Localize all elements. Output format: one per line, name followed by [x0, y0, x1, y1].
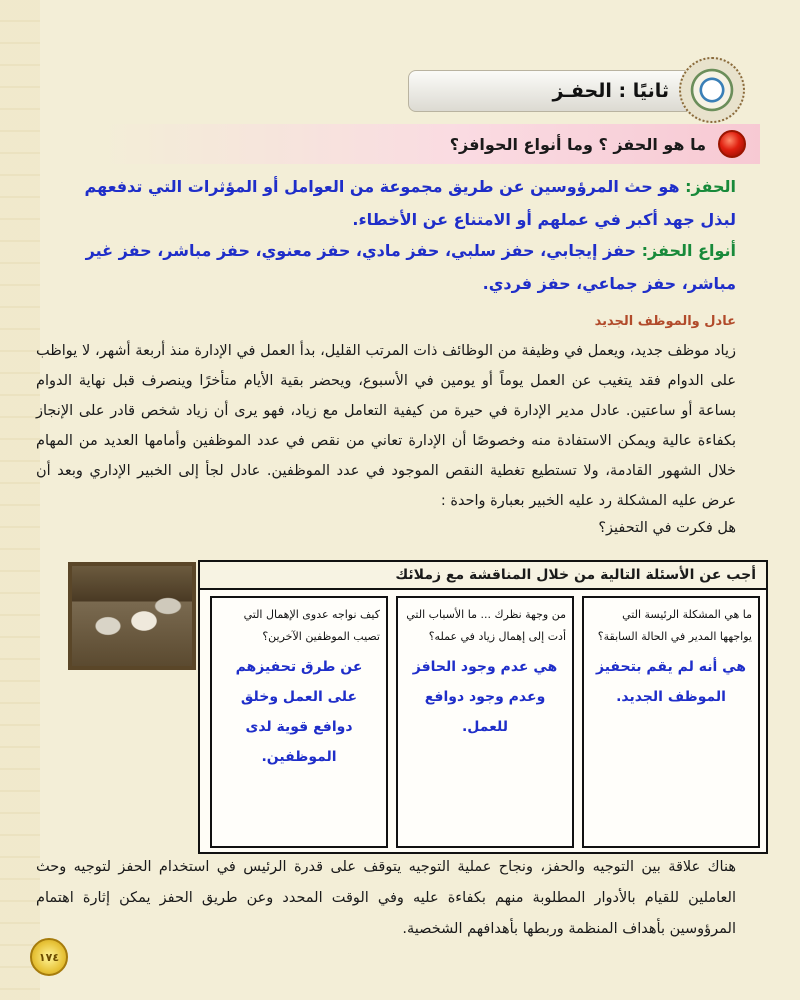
- types-label: أنواع الحفز:: [641, 241, 736, 260]
- definition-paragraph: [56, 170, 736, 236]
- section-title: ثانيًا : الحفـز: [552, 80, 669, 102]
- activity-answer: هي أنه لم يقم بتحفيز الموظف الجديد.: [595, 659, 747, 705]
- case-question: هل فكرت في التحفيز؟: [598, 520, 736, 536]
- red-bullet-icon: [718, 130, 746, 158]
- types-paragraph: [56, 234, 736, 300]
- activity-answer: عن طرق تحفيزهم على العمل وخلق دوافع قوية لدى الموظفين.: [235, 659, 363, 765]
- closing-paragraph: هناك علاقة بين التوجيه والحفز، ونجاح عملية التوجيه يتوقف على قدرة الرئيس في استخدام الحفز لتوجيه وحث العاملين للقيام بالأدوار المطلوبة منهم بكفاءة عليه وفي الوقت المحدد وعن طريق الحفز يمكن إثارة اهتمام المرؤوسين بأهداف المنظمة وربطها بأهدافهم الشخصية.: [36, 859, 736, 937]
- spiral-binding: [0, 0, 40, 1000]
- activity-question: من وجهة نظرك ... ما الأسباب التي أدت إلى إهمال زياد في عمله؟: [406, 608, 566, 643]
- activity-answer: هي عدم وجود الحافز وعدم وجود دوافع للعمل.: [412, 659, 558, 735]
- case-text: زياد موظف جديد، ويعمل في وظيفة من الوظائف ذات المرتب القليل، بدأ العمل في الإدارة منذ أربعة أشهر، لا يواظب على الدوام فقد يتغيب عن العمل يوماً أو يومين في الأسبوع، ويحضر بقية الأيام متأخرًا وينصرف قبل نهاية الدوام بساعة أو ساعتين. عادل مدير الإدارة في حيرة من كيفية التعامل مع زياد، فهو يرى أن زياد شخص قادر على الإنجاز بكفاءة عالية ويمكن الاستفادة منه وخصوصًا أن الإدارة تعاني من نقص في عدد الموظفين وأمامها العديد من المهام خلال الشهور القادمة، ولا تستطيع تغطية النقص الموجود في عدد الموظفين. عادل لجأ إلى الخبير الإداري وبعد أن عرض عليه المشكلة رد عليه الخبير بعبارة واحدة :: [36, 343, 736, 509]
- activity-question: كيف نواجه عدوى الإهمال التي تصيب الموظفين الآخرين؟: [243, 608, 380, 643]
- activity-column: [582, 596, 760, 848]
- activity-header-text: أجب عن الأسئلة التالية من خلال المناقشة مع زملائك: [395, 567, 756, 583]
- section-header: [408, 70, 740, 112]
- question-text: ما هو الحفز ؟ وما أنواع الحوافز؟: [449, 134, 706, 154]
- question-banner: [100, 124, 760, 164]
- definition-text: هو حث المرؤوسين عن طريق مجموعة من العوامل أو المؤثرات التي تدفعهم لبذل جهد أكبر في عملهم أو الامتناع عن الأخطاء.: [84, 177, 736, 229]
- definition-label: الحفز:: [685, 177, 736, 196]
- activity-column: [396, 596, 574, 848]
- activity-box: [198, 560, 768, 854]
- activity-question: ما هي المشكلة الرئيسة التي يواجهها المدير في الحالة السابقة؟: [597, 608, 752, 643]
- activity-column: [210, 596, 388, 848]
- page-number-badge: ١٧٤: [30, 938, 68, 976]
- types-text: حفز إيجابي، حفز سلبي، حفز مادي، حفز معنوي، حفز مباشر، حفز غير مباشر، حفز جماعي، حفز فردي.: [85, 241, 736, 293]
- case-title: عادل والموظف الجديد: [594, 314, 736, 329]
- activity-header: [200, 562, 766, 590]
- ornament-icon: [679, 57, 745, 123]
- meeting-photo: [68, 562, 196, 670]
